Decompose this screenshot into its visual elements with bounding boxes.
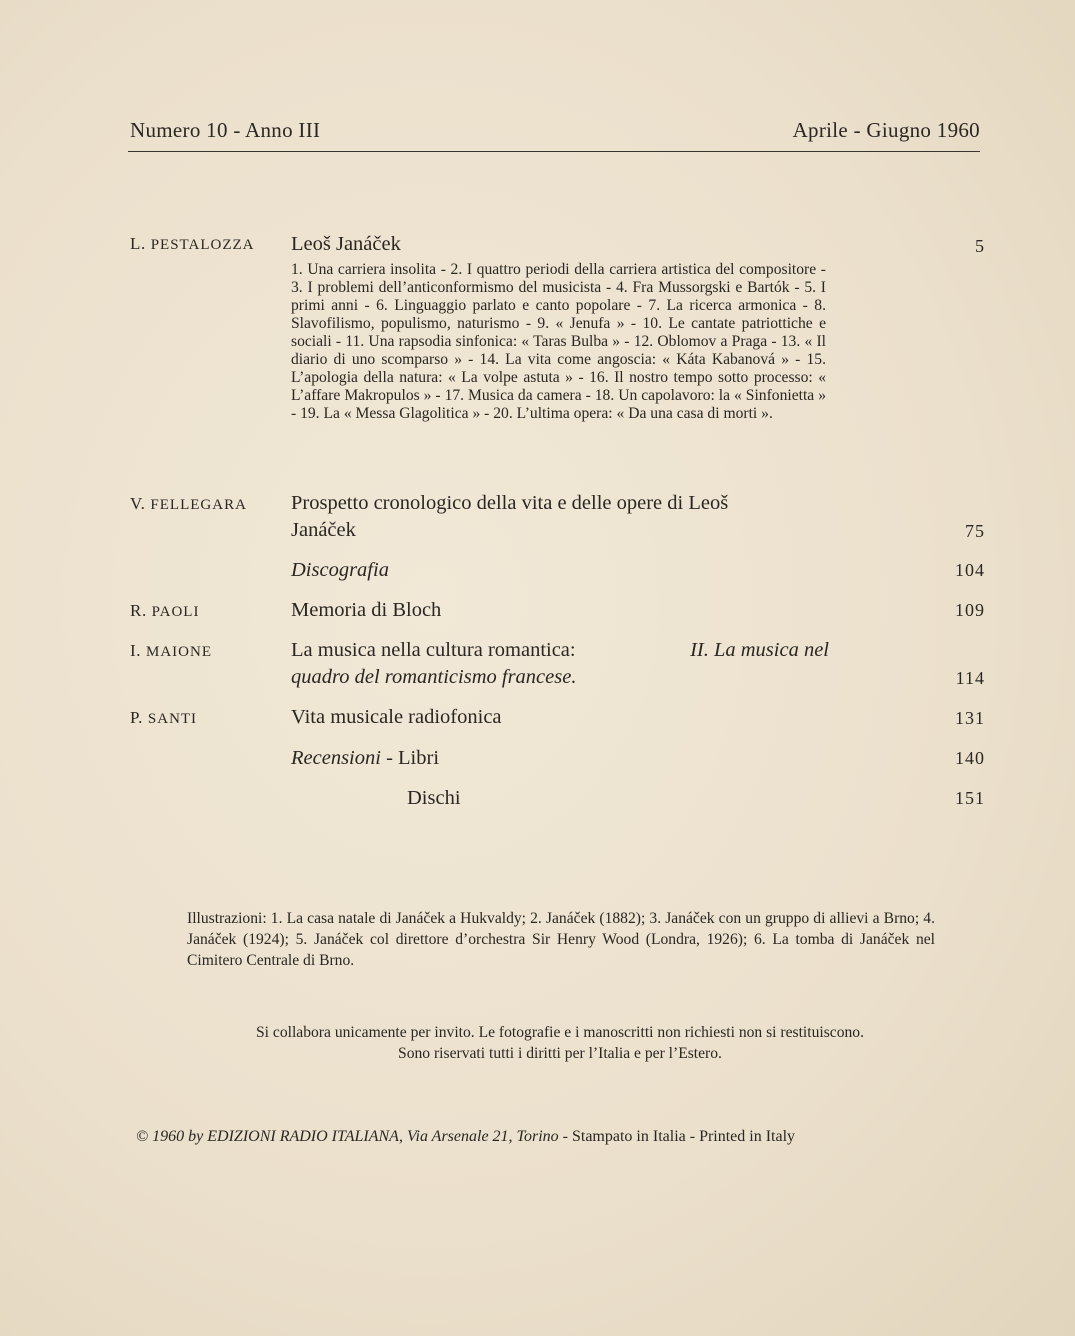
issue-number: Numero 10 - Anno III [130, 118, 321, 142]
author-surname: SANTI [147, 711, 198, 727]
author-surname: MAIONE [145, 644, 212, 660]
copyright-printed: - Stampato in Italia - Printed in Italy [562, 1128, 796, 1145]
title-italic: II. La musica nel [690, 639, 829, 661]
copyright-line [136, 1128, 996, 1146]
section-discografia: Discografia [291, 559, 389, 581]
title-line: Janáček [291, 519, 356, 541]
article-title: Leoš Janáček [291, 233, 401, 255]
notice-line: Sono riservati tutti i diritti per l’Italia e per l’Estero. [398, 1045, 722, 1062]
header-rule [128, 151, 980, 152]
issue-date: Aprile - Giugno 1960 [792, 118, 980, 142]
title-plain: La musica nella cultura romantica: [291, 639, 576, 661]
page-number: 131 [955, 708, 985, 728]
article-title: Memoria di Bloch [291, 599, 442, 621]
author-maione [130, 641, 212, 661]
page-number: 5 [975, 236, 985, 256]
author-surname: PESTALOZZA [150, 237, 255, 253]
title-italic: quadro del romanticismo francese. [291, 666, 577, 688]
author-surname: FELLEGARA [150, 497, 247, 513]
title-italic: Recensioni [291, 747, 381, 769]
author-initial: P. [130, 708, 144, 727]
page-number: 151 [955, 788, 985, 808]
page-number: 114 [955, 668, 985, 688]
page-number: 104 [955, 560, 985, 580]
author-santi [130, 708, 197, 728]
illustrations-list: Illustrazioni: 1. La casa natale di Janáček a Hukvaldy; 2. Janáček (1882); 3. Janáček con un gruppo di allievi a Brno; 4. Janáček (1924); 5. Janáček col direttore d’orchestra Sir Henry Wood (Londra, 1926); 6. La tomba di Janáček nel Cimitero Centrale di Brno. [187, 910, 935, 969]
page-number: 75 [965, 521, 985, 541]
author-pestalozza [130, 234, 255, 254]
title-line: Prospetto cronologico della vita e delle opere di Leoš [291, 492, 729, 514]
rights-notice [130, 1022, 990, 1064]
author-initial: I. [130, 641, 142, 660]
page-number: 140 [955, 748, 985, 768]
author-surname: PAOLI [151, 604, 200, 620]
author-fellegara [130, 494, 247, 514]
article-title: Vita musicale radiofonica [291, 706, 502, 728]
section-dischi: Dischi [407, 787, 461, 809]
article-summary: 1. Una carriera insolita - 2. I quattro periodi della carriera artistica del compositore - 3. I problemi dell’anticonformismo del musicista - 4. Fra Mussorgski e Bartók - 5. I primi anni - 6. Linguaggio parlato e canto popolare - 7. La ricerca armonica - 8. Slavofilismo, populismo, naturismo - 9. « Jenufa » - 10. Le cantate patriottiche e sociali - 11. Una rapsodia sinfonica: « Taras Bulba » - 12. Oblomov a Praga - 13. « Il diario di uno scomparso » - 14. La vita come angoscia: « Káta Kabanová » - 15. L’apologia della natura: « La volpe astuta » - 16. Il nostro tempo sotto processo: « L’affare Makropulos » - 17. Musica da camera - 18. Un capolavoro: la « Sinfonietta » - 19. La « Messa Glagolitica » - 20. L’ultima opera: « Da una casa di morti ». [291, 261, 826, 422]
author-initial: R. [130, 601, 147, 620]
author-initial: L. [130, 234, 146, 253]
copyright-publisher: © 1960 by EDIZIONI RADIO ITALIANA, Via Arsenale 21, Torino [136, 1128, 559, 1145]
article-title [291, 637, 829, 691]
title-plain: - Libri [386, 747, 440, 769]
author-initial: V. [130, 494, 146, 513]
page-number: 109 [955, 600, 985, 620]
article-title [291, 490, 829, 544]
title-line [291, 637, 829, 664]
section-recensioni [291, 745, 829, 772]
notice-line: Si collabora unicamente per invito. Le fotografie e i manoscritti non richiesti non si restituiscono. [256, 1024, 864, 1041]
author-paoli [130, 601, 199, 621]
